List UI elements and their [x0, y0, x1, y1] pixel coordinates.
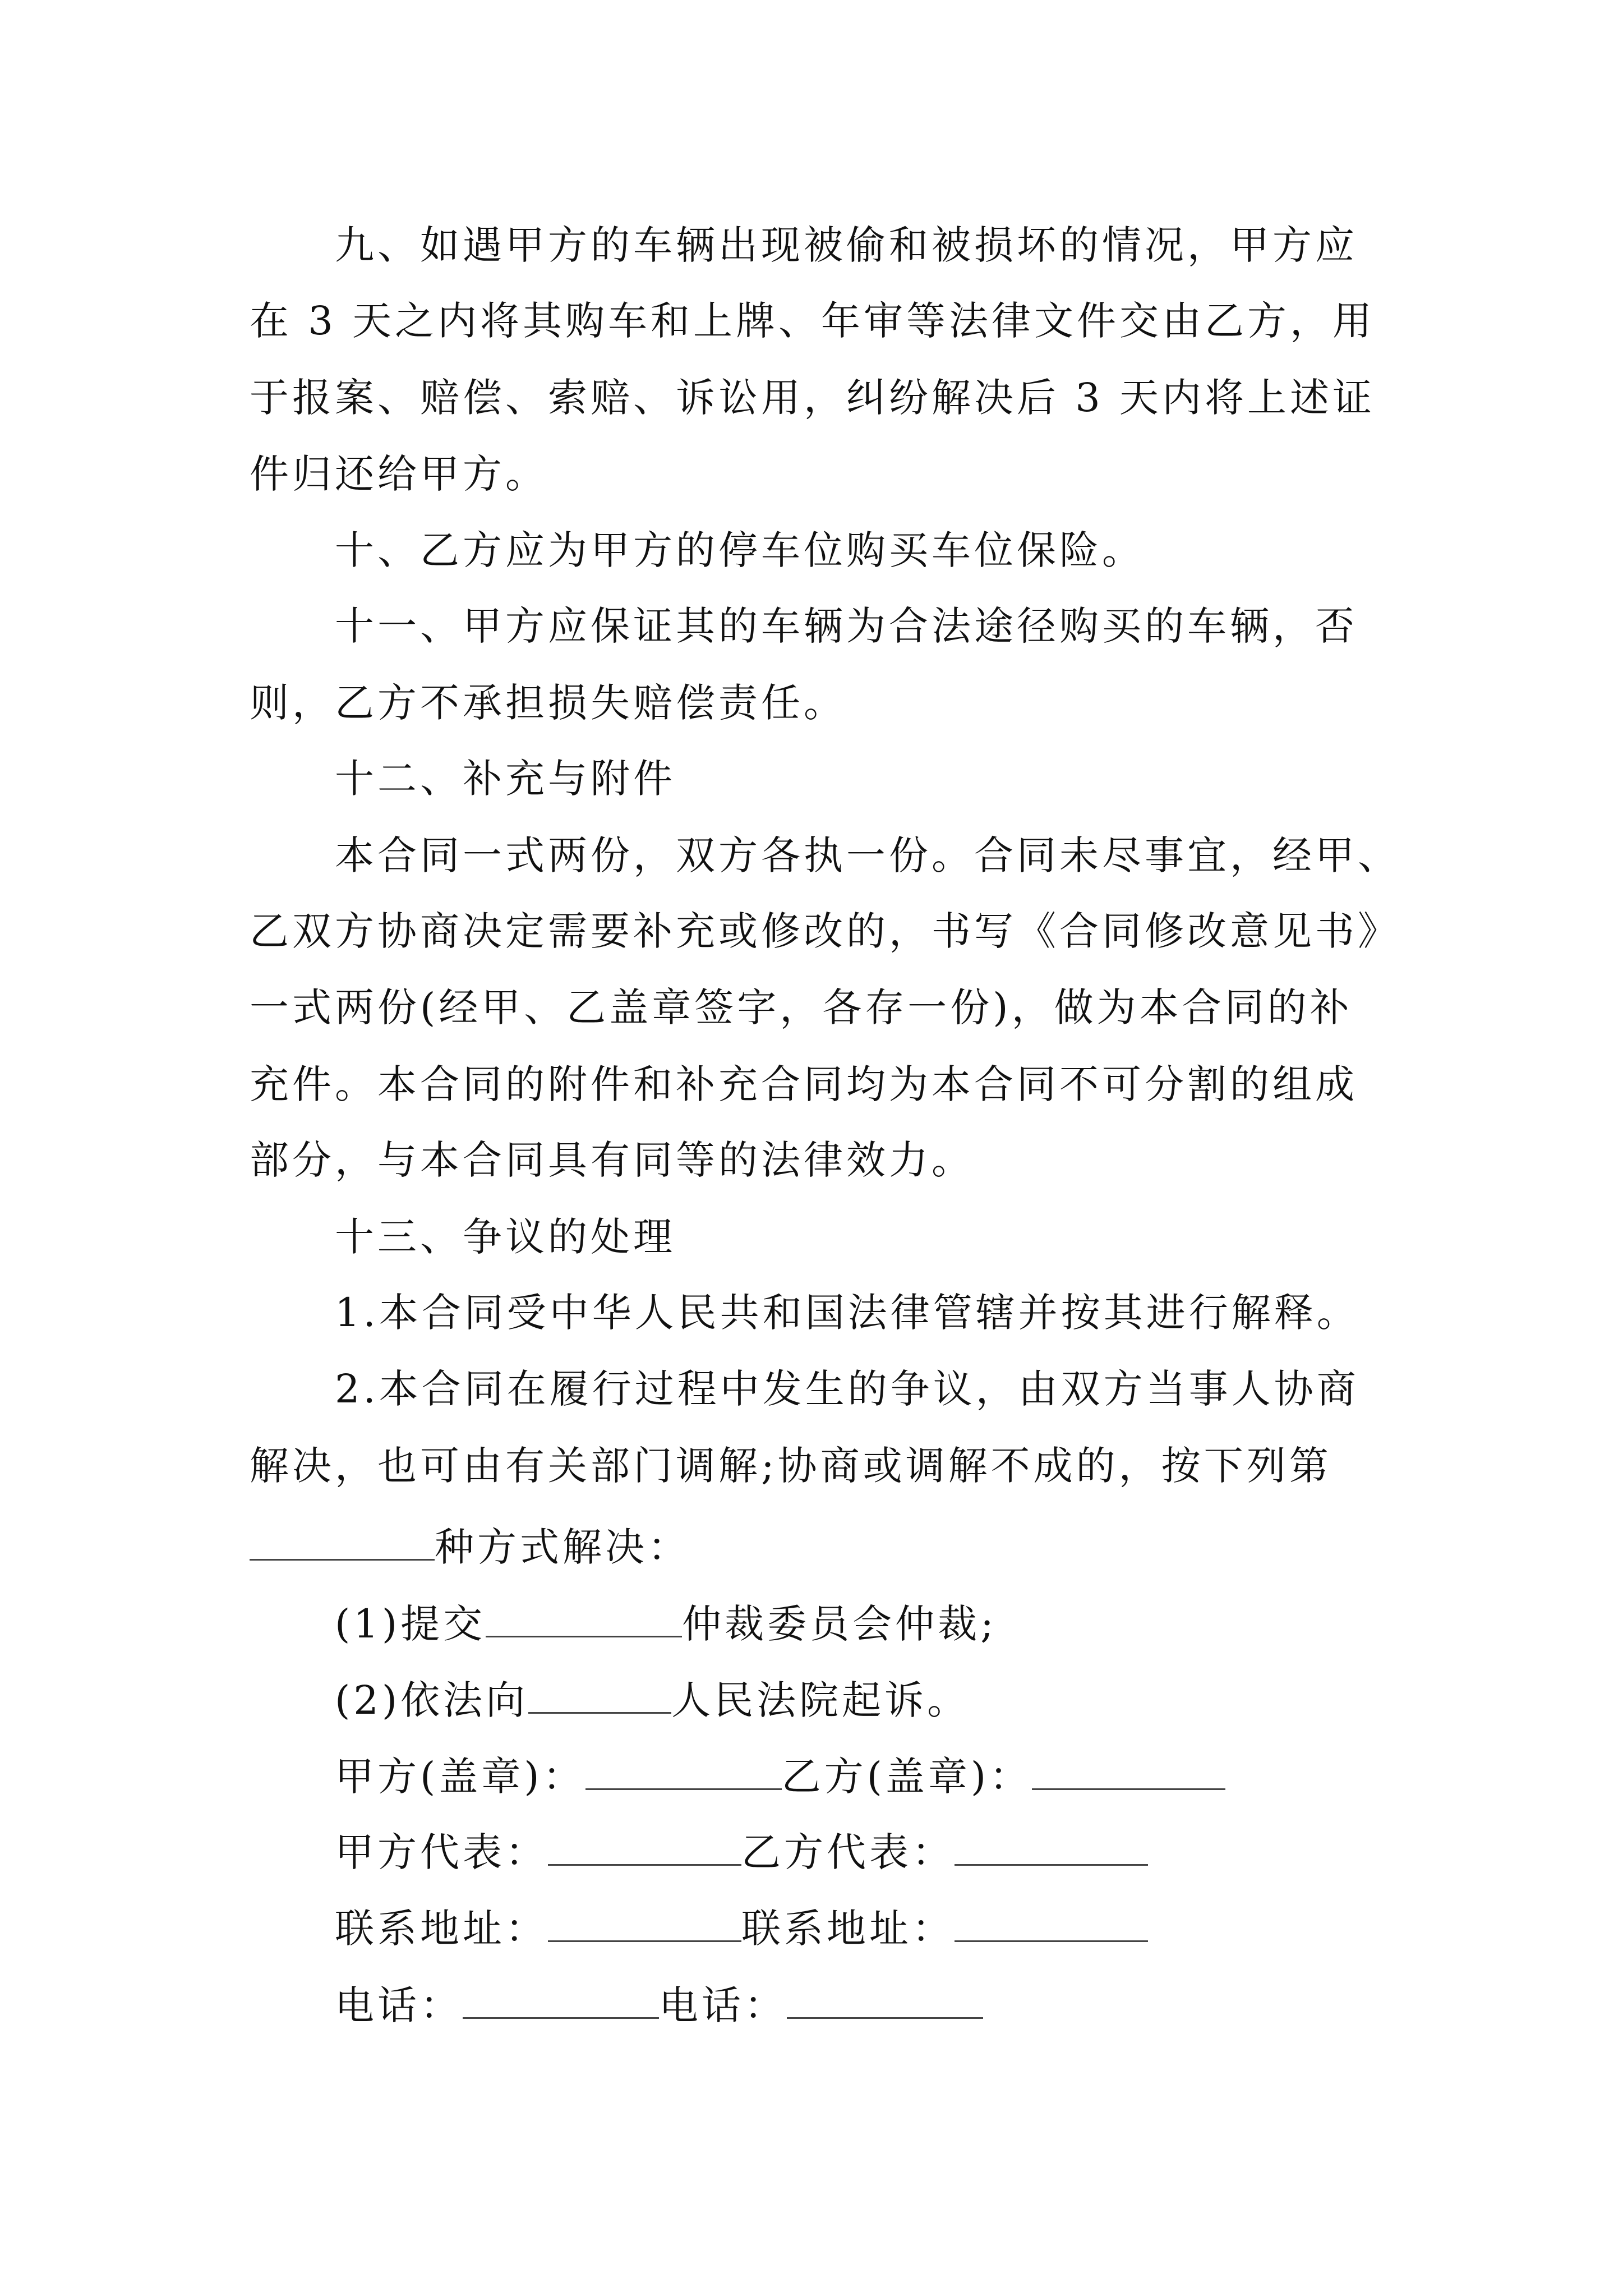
party-a-rep-blank[interactable]	[548, 1827, 741, 1866]
clause13-item1: 1.本合同受中华人民共和国法律管辖并按其进行解释。	[335, 1290, 1359, 1336]
option1-line	[335, 1599, 1479, 1647]
phone-b-blank[interactable]	[787, 1980, 983, 2019]
clause12-line1: 本合同一式两份，双方各执一份。合同未尽事宜，经甲、	[335, 832, 1400, 878]
party-b-rep-label: 乙方代表：	[741, 1829, 955, 1875]
clause13-item2-line2: 解决，也可由有关部门调解;协商或调解不成的，按下列第	[250, 1443, 1332, 1489]
phone-line	[335, 1980, 1479, 2028]
seal-line	[335, 1751, 1479, 1800]
party-a-seal-blank[interactable]	[585, 1751, 782, 1790]
court-blank[interactable]	[528, 1675, 671, 1714]
party-b-rep-blank[interactable]	[955, 1827, 1148, 1866]
clause11-line1: 十一、甲方应保证其的车辆为合法途径购买的车辆，否	[335, 603, 1358, 649]
clause12-line4: 充件。本合同的附件和补充合同均为本合同不可分割的组成	[250, 1061, 1358, 1107]
phone-a-label: 电话：	[335, 1982, 463, 2028]
option1-prefix: (1)提交	[335, 1601, 486, 1647]
clause9-line3: 于报案、赔偿、索赔、诉讼用，纠纷解决后 3 天内将上述证	[250, 375, 1376, 421]
party-a-seal-label: 甲方(盖章)：	[335, 1754, 585, 1800]
clause12-heading: 十二、补充与附件	[335, 756, 676, 802]
option1-suffix: 仲裁委员会仲裁;	[682, 1601, 997, 1647]
method-suffix: 种方式解决：	[435, 1524, 690, 1570]
clause11-line2: 则，乙方不承担损失赔偿责任。	[250, 680, 846, 726]
party-a-rep-label: 甲方代表：	[335, 1829, 548, 1875]
party-b-seal-blank[interactable]	[1032, 1751, 1225, 1790]
clause9-line4: 件归还给甲方。	[250, 451, 548, 497]
clause9-line2: 在 3 天之内将其购车和上牌、年审等法律文件交由乙方，用	[250, 298, 1376, 344]
option2-suffix: 人民法院起诉。	[671, 1677, 970, 1723]
clause13-heading: 十三、争议的处理	[335, 1214, 676, 1260]
address-b-label: 联系地址：	[741, 1906, 955, 1952]
address-b-blank[interactable]	[955, 1903, 1148, 1942]
option2-prefix: (2)依法向	[335, 1677, 529, 1723]
option2-line	[335, 1675, 1479, 1723]
clause10-line1: 十、乙方应为甲方的停车位购买车位保险。	[335, 527, 1145, 573]
address-line	[335, 1903, 1479, 1952]
arbitration-committee-blank[interactable]	[486, 1599, 682, 1637]
phone-b-label: 电话：	[659, 1982, 787, 2028]
clause12-line2: 乙双方协商决定需要补充或修改的，书写《合同修改意见书》	[250, 908, 1400, 954]
clause9-line1: 九、如遇甲方的车辆出现被偷和被损坏的情况，甲方应	[335, 222, 1358, 268]
clause12-line5: 部分，与本合同具有同等的法律效力。	[250, 1137, 974, 1183]
party-b-seal-label: 乙方(盖章)：	[781, 1754, 1032, 1800]
phone-a-blank[interactable]	[463, 1980, 659, 2019]
address-a-label: 联系地址：	[335, 1906, 548, 1952]
method-number-blank[interactable]	[250, 1522, 435, 1561]
representative-line	[335, 1827, 1479, 1875]
address-a-blank[interactable]	[548, 1903, 741, 1942]
clause12-line3: 一式两份(经甲、乙盖章签字，各存一份)，做为本合同的补	[250, 984, 1353, 1030]
clause13-item2-line1: 2.本合同在履行过程中发生的争议，由双方当事人协商	[335, 1366, 1359, 1412]
clause13-item2-line3	[250, 1522, 1394, 1570]
